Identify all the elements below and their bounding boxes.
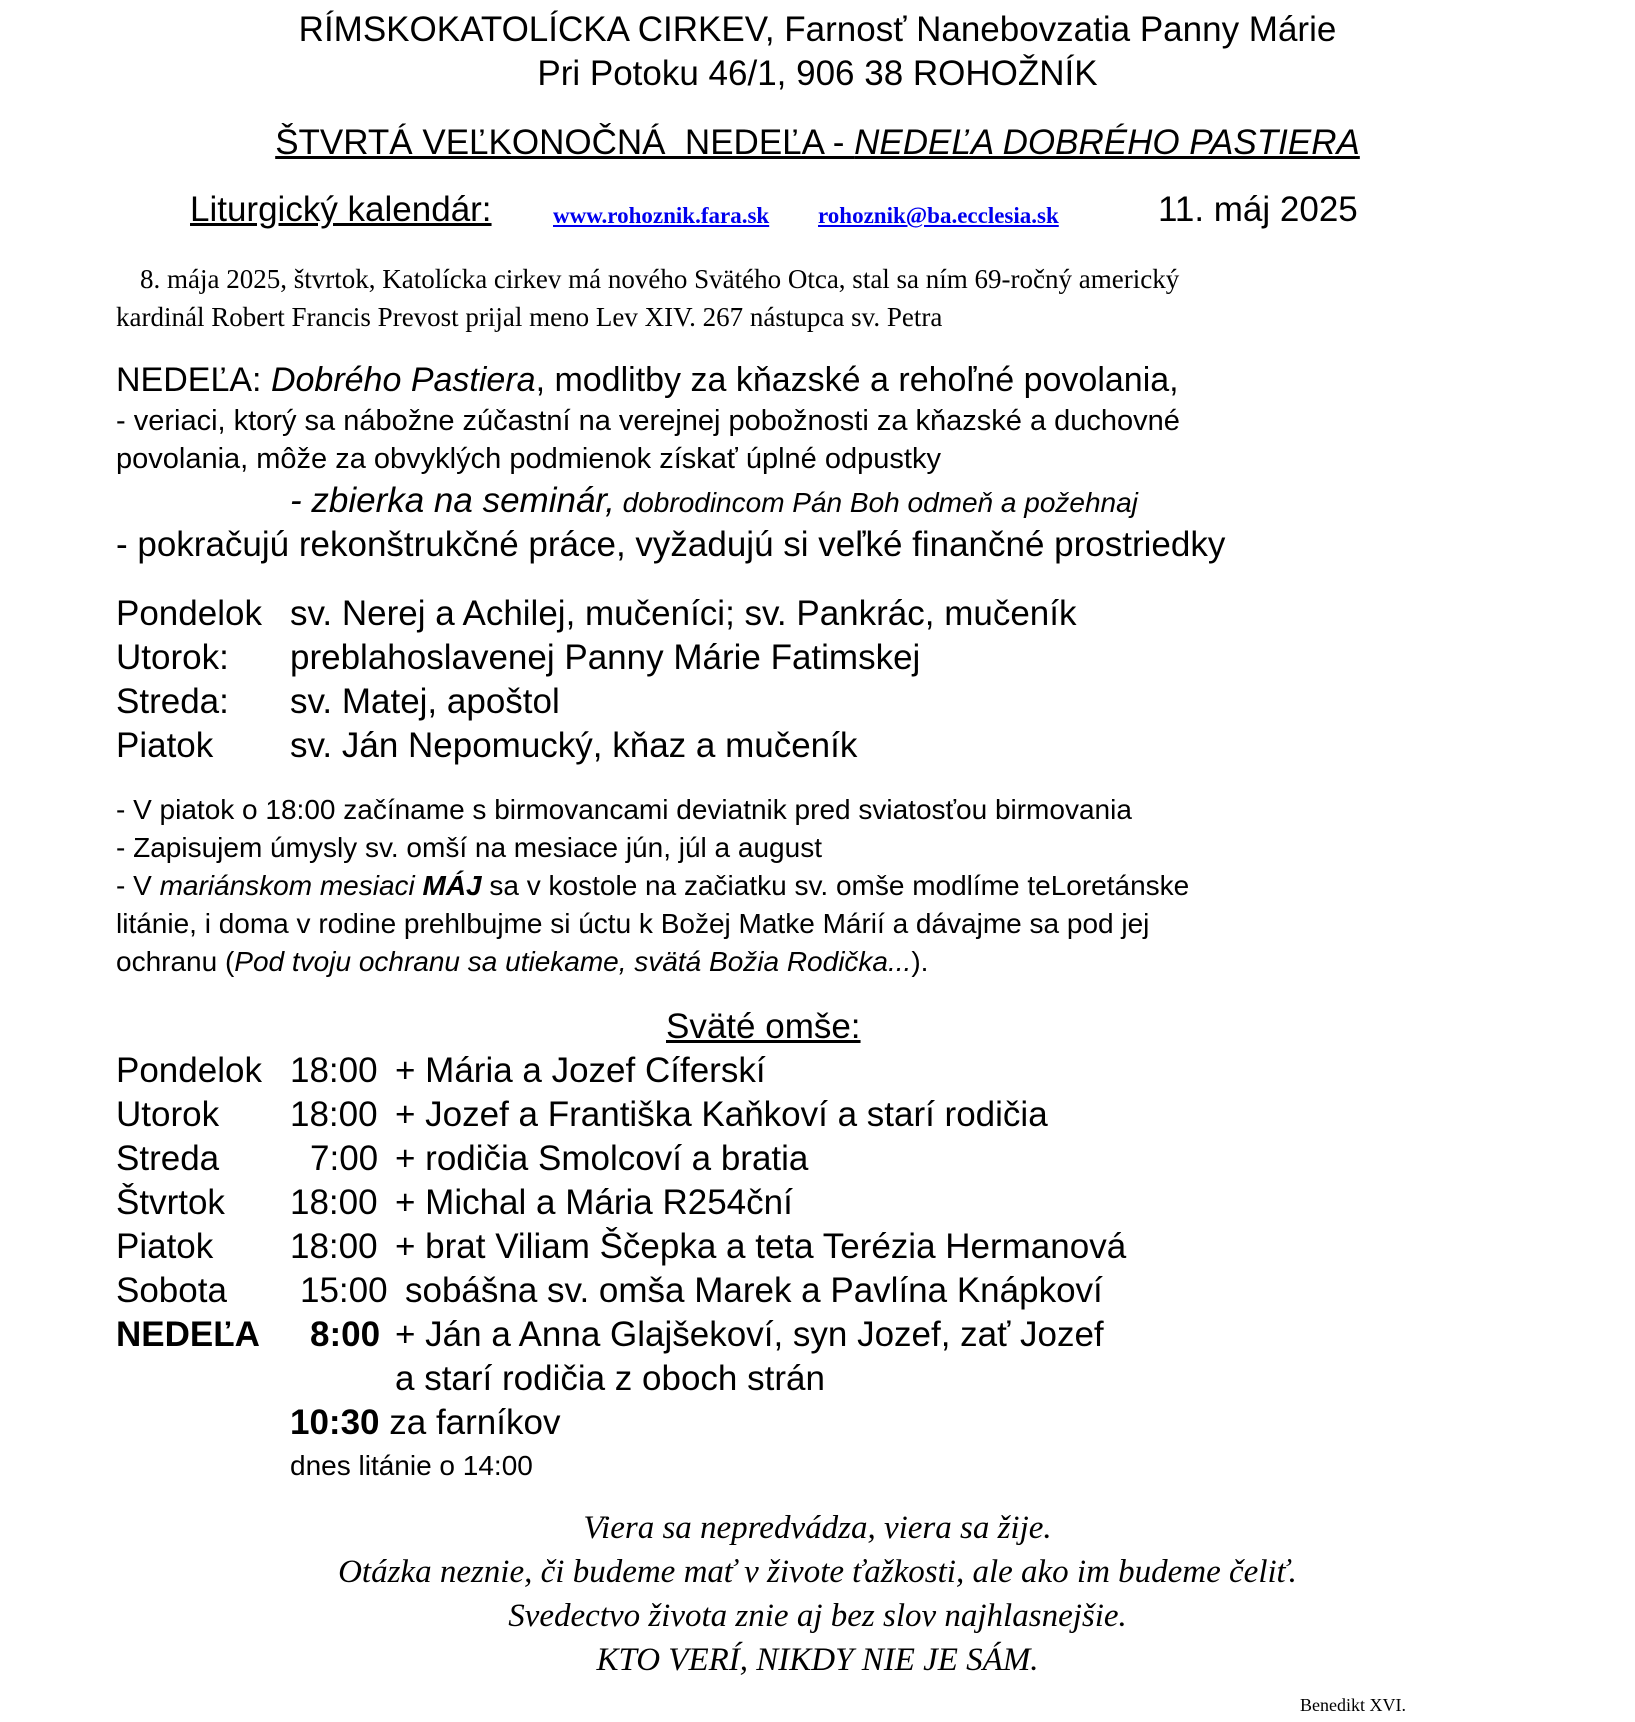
note-line-4: litánie, i doma v rodine prehlbujme si úctu k Božej Matke Márií a dávajme sa pod jej	[116, 908, 1150, 939]
mass-day: Sobota	[116, 1271, 227, 1310]
mass-day: Štvrtok	[116, 1183, 225, 1222]
sunday-line-2: - veriaci, ktorý sa nábožne zúčastní na verejnej pobožnosti za kňazské a duchovné	[116, 405, 1180, 437]
sunday-rest: , modlitby za kňazské a rehoľné povolania,	[535, 361, 1179, 399]
mass-day: Piatok	[116, 1227, 214, 1266]
website-link[interactable]: www.rohoznik.fara.sk	[553, 203, 770, 228]
parish-name: RÍMSKOKATOLÍCKA CIRKEV, Farnosť Nanebovzatia Panny Márie	[298, 10, 1337, 49]
sunday-line-3: povolania, môže za obvyklých podmienok získať úplné odpustky	[116, 443, 941, 475]
litany-note: dnes litánie o 14:00	[290, 1450, 533, 1481]
feast-day: Utorok:	[116, 638, 229, 677]
collection-small: dobrodincom Pán Boh odmeň a požehnaj	[614, 487, 1138, 518]
title-italic: NEDEĽA DOBRÉHO PASTIERA	[854, 123, 1360, 162]
note-line-1: - V piatok o 18:00 začíname s birmovancami deviatnik pred sviatosťou birmovania	[116, 794, 1132, 825]
quote-line-3: Svedectvo života znie aj bez slov najhlasnejšie.	[508, 1598, 1127, 1634]
mass-intention: + Mária a Jozef Cíferskí	[395, 1051, 766, 1090]
collection-big: - zbierka na seminár,	[290, 481, 615, 520]
news-line-2: kardinál Robert Francis Prevost prijal meno Lev XIV. 267 nástupca sv. Petra	[116, 302, 943, 332]
parish-address: Pri Potoku 46/1, 906 38 ROHOŽNÍK	[537, 54, 1098, 93]
page-title	[0, 123, 1635, 163]
note-3b: sa v kostole na začiatku sv. omše modlíme teLoretánske	[481, 870, 1190, 901]
mass-day: Pondelok	[116, 1051, 262, 1090]
mass-time: 8:00	[310, 1315, 381, 1354]
mass-intention-continued: a starí rodičia z oboch strán	[395, 1359, 825, 1398]
quote-line-4: KTO VERÍ, NIKDY NIE JE SÁM.	[596, 1642, 1039, 1678]
note-5b: ).	[911, 946, 929, 977]
mass-time: 7:00	[310, 1139, 379, 1178]
note-line-5	[116, 943, 928, 981]
note-3-bold: MÁJ	[422, 870, 482, 901]
mass-intention: + rodičia Smolcoví a bratia	[395, 1139, 809, 1178]
mass-time: 15:00	[300, 1271, 388, 1310]
email-link[interactable]: rohoznik@ba.ecclesia.sk	[818, 203, 1059, 228]
mass-sunday-2	[290, 1403, 560, 1443]
feast-text: sv. Nerej a Achilej, mučeníci; sv. Pankrác, mučeník	[290, 594, 1077, 633]
quote-line-1: Viera sa nepredvádza, viera sa žije.	[583, 1510, 1052, 1546]
mass-time: 18:00	[290, 1095, 378, 1134]
mass-time: 18:00	[290, 1183, 378, 1222]
note-line-3	[116, 867, 1189, 905]
feast-day: Streda:	[116, 682, 229, 721]
sunday-heading	[116, 361, 1179, 400]
feast-text: sv. Matej, apoštol	[290, 682, 560, 721]
mass-intention: za farníkov	[379, 1403, 561, 1442]
mass-time: 18:00	[290, 1227, 378, 1266]
feast-text: sv. Ján Nepomucký, kňaz a mučeník	[290, 726, 858, 765]
mass-day: Streda	[116, 1139, 220, 1178]
note-5a: ochranu (	[116, 946, 235, 977]
note-5-italic: Pod tvoju ochranu sa utiekame, svätá Božia Rodička...	[234, 946, 912, 977]
mass-intention: + Ján a Anna Glajšekoví, syn Jozef, zať Jozef	[395, 1315, 1104, 1354]
mass-intention: sobášna sv. omša Marek a Pavlína Knápkoví	[405, 1271, 1103, 1310]
news-line-1: 8. mája 2025, štvrtok, Katolícka cirkev má nového Svätého Otca, stal sa ním 69-ročný americký	[140, 264, 1180, 294]
mass-day: Utorok	[116, 1095, 220, 1134]
sunday-label: NEDEĽA:	[116, 361, 271, 399]
mass-intention: + brat Viliam Ščepka a teta Terézia Hermanová	[395, 1227, 1127, 1266]
note-3a: - V	[116, 870, 160, 901]
mass-intention: + Michal a Mária R254ční	[395, 1183, 793, 1222]
sunday-italic: Dobrého Pastiera	[270, 361, 536, 399]
feast-text: preblahoslavenej Panny Márie Fatimskej	[290, 638, 921, 677]
feast-day: Piatok	[116, 726, 214, 765]
mass-time: 10:30	[290, 1403, 380, 1442]
masses-title: Sväté omše:	[666, 1007, 861, 1046]
mass-time: 18:00	[290, 1051, 378, 1090]
title-prefix: ŠTVRTÁ VEĽKONOČNÁ NEDEĽA -	[275, 123, 855, 162]
note-line-2: - Zapisujem úmysly sv. omší na mesiace jún, júl a august	[116, 832, 822, 863]
mass-intention: + Jozef a Františka Kaňkoví a starí rodičia	[395, 1095, 1048, 1134]
quote-line-2: Otázka neznie, či budeme mať v živote ťažkosti, ale ako im budeme čeliť.	[338, 1554, 1297, 1590]
feast-day: Pondelok	[116, 594, 262, 633]
mass-day-sunday: NEDEĽA	[116, 1315, 260, 1354]
reconstruction-line: - pokračujú rekonštrukčné práce, vyžadujú si veľké finančné prostriedky	[116, 525, 1226, 564]
quote-author: Benedikt XVI.	[1300, 1695, 1406, 1715]
collection-line	[290, 481, 1138, 521]
calendar-label: Liturgický kalendár:	[190, 190, 492, 229]
bulletin-date: 11. máj 2025	[1158, 190, 1358, 229]
note-3-italic: mariánskom mesiaci	[159, 870, 423, 901]
